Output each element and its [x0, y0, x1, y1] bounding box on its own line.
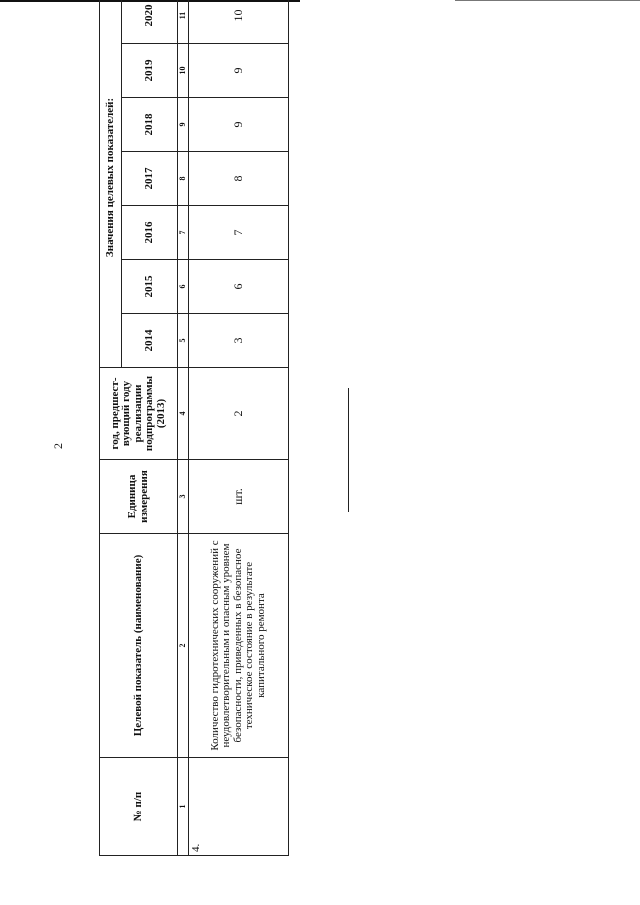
column-number: 9 [178, 98, 189, 152]
column-number: 10 [178, 44, 189, 98]
row-value: 3 [189, 314, 289, 368]
header-year: 2020 [122, 0, 178, 44]
indicators-table [99, 0, 289, 856]
row-indicator: Количество гидротехнических сооружений с неудовлетворительным и опасным уровнем безопасности, приведенных в безопасное техническое состояние в результате капитального ремонта [189, 534, 289, 758]
separator-line [348, 388, 349, 512]
row-value: 6 [189, 260, 289, 314]
row-value: 9 [189, 44, 289, 98]
header-unit: Единица измерения [100, 460, 178, 534]
column-number: 1 [178, 758, 189, 856]
row-value: 8 [189, 152, 289, 206]
top-border-right [455, 0, 640, 1]
header-year: 2016 [122, 206, 178, 260]
header-year: 2014 [122, 314, 178, 368]
indicators-table-container [99, 4, 289, 856]
page-number: 2 [51, 443, 65, 449]
header-base-year: год, предшест- вующий году реализации подпрограммы (2013) [100, 368, 178, 460]
header-indicator: Целевой показатель (наименование) [100, 534, 178, 758]
column-number: 4 [178, 368, 189, 460]
header-year: 2017 [122, 152, 178, 206]
column-number: 2 [178, 534, 189, 758]
header-year: 2015 [122, 260, 178, 314]
column-number: 5 [178, 314, 189, 368]
column-number: 6 [178, 260, 189, 314]
row-base-value: 2 [189, 368, 289, 460]
header-year: 2019 [122, 44, 178, 98]
header-year: 2018 [122, 98, 178, 152]
row-unit: шт. [189, 460, 289, 534]
table-row [189, 0, 289, 856]
column-number: 7 [178, 206, 189, 260]
column-number: 3 [178, 460, 189, 534]
column-number: 11 [178, 0, 189, 44]
column-number: 8 [178, 152, 189, 206]
row-value: 7 [189, 206, 289, 260]
header-num: № п/п [100, 758, 178, 856]
header-values-group: Значения целевых показателей: [100, 0, 122, 368]
row-value: 10 [189, 0, 289, 44]
row-num: 4. [189, 758, 289, 856]
row-value: 9 [189, 98, 289, 152]
